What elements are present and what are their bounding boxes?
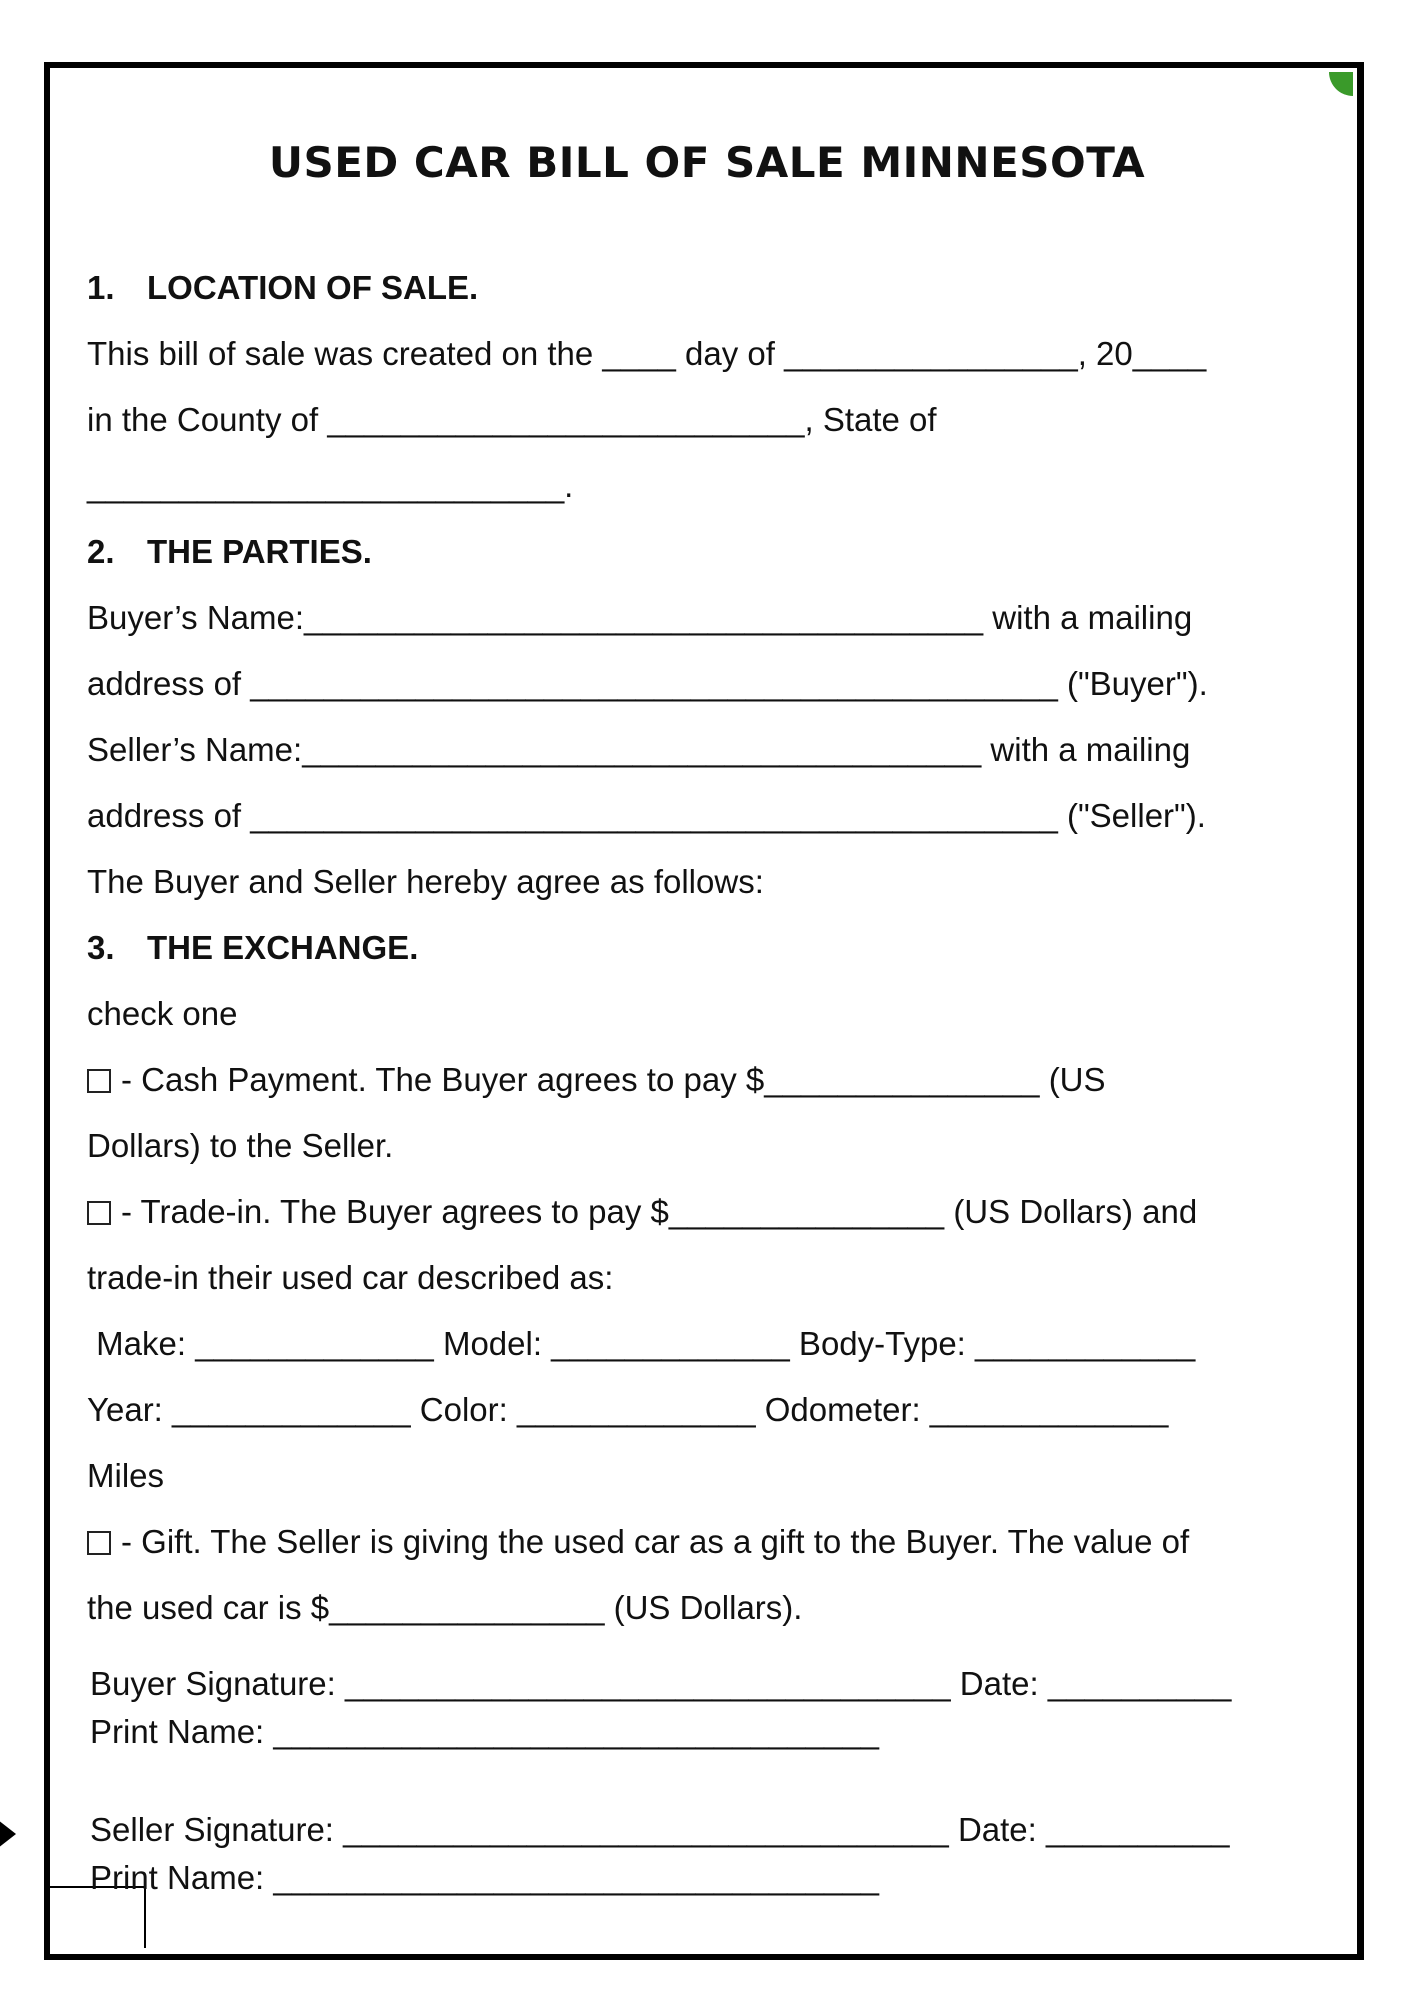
- section-heading-location: 1. LOCATION OF SALE.: [87, 269, 479, 306]
- miles-label: Miles: [87, 1457, 165, 1494]
- corner-accent: [1329, 72, 1353, 96]
- trade-in-option: - Trade-in. The Buyer agrees to pay $_______________ (US Dollars) and: [87, 1192, 1197, 1232]
- buyer-print-name-line: Print Name: _________________________________: [90, 1713, 880, 1750]
- vehicle-year-color-line: Year: _____________ Color: _____________ Odometer: _____________: [87, 1391, 1169, 1428]
- corner-arrow-icon: [0, 1820, 16, 1848]
- county-line: in the County of __________________________, State of: [87, 401, 937, 438]
- gift-value-line: the used car is $_______________ (US Dollars).: [87, 1589, 803, 1626]
- check-one-label: check one: [87, 995, 238, 1032]
- seller-address-line: address of ____________________________________________ ("Seller").: [87, 797, 1206, 834]
- gift-checkbox[interactable]: [87, 1531, 111, 1555]
- seller-name-line: Seller’s Name:_____________________________________ with a mailing: [87, 731, 1191, 768]
- cash-payment-cont: Dollars) to the Seller.: [87, 1127, 394, 1164]
- seller-signature-line: Seller Signature: _________________________________ Date: __________: [90, 1811, 1230, 1848]
- buyer-signature-line: Buyer Signature: _________________________________ Date: __________: [90, 1665, 1232, 1702]
- cash-payment-checkbox[interactable]: [87, 1069, 111, 1093]
- trade-in-cont: trade-in their used car described as:: [87, 1259, 614, 1296]
- trade-in-checkbox[interactable]: [87, 1201, 111, 1225]
- buyer-name-line: Buyer’s Name:_____________________________________ with a mailing: [87, 599, 1193, 636]
- sale-date-line: This bill of sale was created on the ____ day of ________________, 20____: [87, 335, 1207, 372]
- gift-option: - Gift. The Seller is giving the used car as a gift to the Buyer. The value of: [87, 1522, 1189, 1562]
- state-line: __________________________.: [87, 467, 574, 504]
- agreement-line: The Buyer and Seller hereby agree as follows:: [87, 863, 764, 900]
- vehicle-make-model-line: Make: _____________ Model: _____________ Body-Type: ____________: [87, 1325, 1196, 1362]
- seller-print-name-line: Print Name: _________________________________: [90, 1859, 880, 1896]
- section-heading-parties: 2. THE PARTIES.: [87, 533, 372, 570]
- document-title: USED CAR BILL OF SALE MINNESOTA: [268, 138, 1146, 187]
- buyer-address-line: address of ____________________________________________ ("Buyer").: [87, 665, 1208, 702]
- section-heading-exchange: 3. THE EXCHANGE.: [87, 929, 419, 966]
- cash-payment-option: - Cash Payment. The Buyer agrees to pay $_______________ (US: [87, 1060, 1106, 1100]
